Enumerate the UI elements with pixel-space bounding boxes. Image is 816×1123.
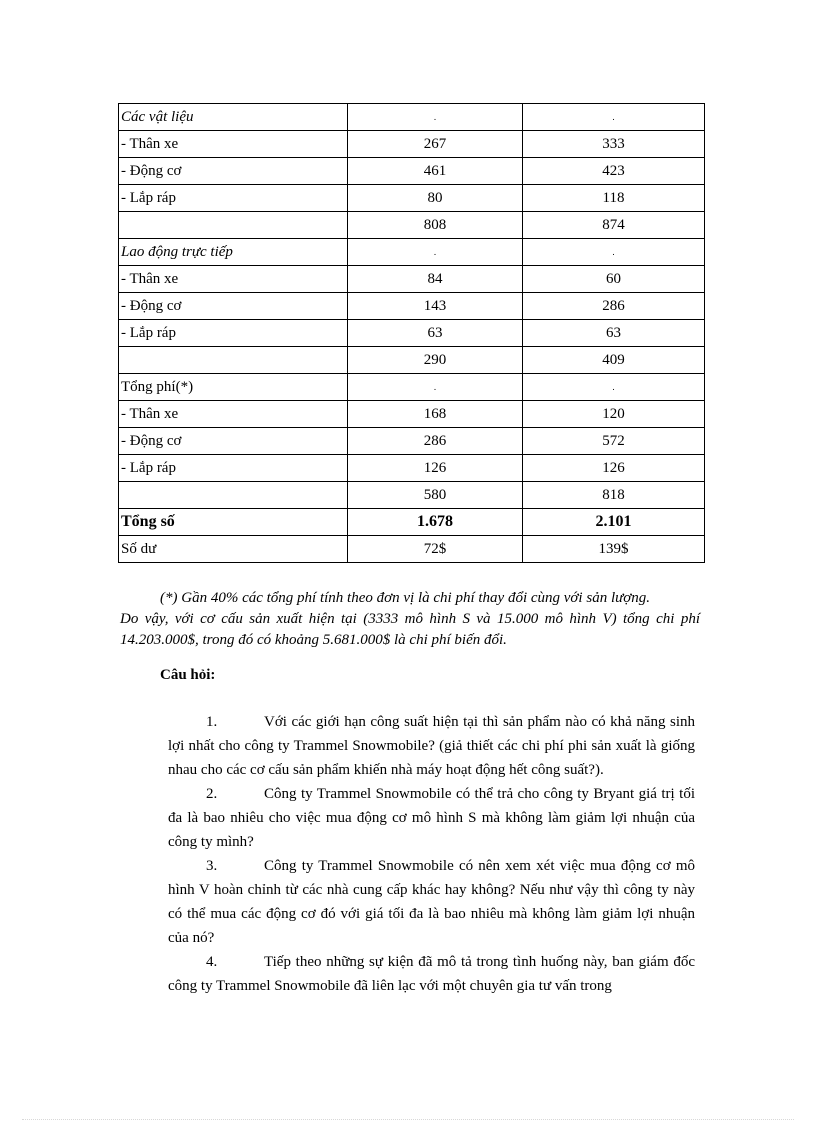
row-label: Số dư — [119, 536, 348, 563]
model-v-value: 423 — [523, 158, 705, 185]
cost-table-row — [119, 293, 705, 320]
cost-table-row — [119, 239, 705, 266]
questions-list — [168, 710, 695, 998]
cost-table-row — [119, 374, 705, 401]
model-v-value: 572 — [523, 428, 705, 455]
question-text: Công ty Trammel Snowmobile có nên xem xét việc mua động cơ mô hình V hoàn chỉnh từ các nhà cung cấp khác hay không? Nếu như vậy thì công ty này có thể mua các động cơ đó với giá tối đa là bao nhiêu mà không làm giảm lợi nhuận của nó? — [168, 858, 695, 946]
model-v-value: . — [523, 374, 705, 401]
cost-table-row — [119, 347, 705, 374]
model-s-value: 143 — [348, 293, 523, 320]
question-text: Với các giới hạn công suất hiện tại thì sản phẩm nào có khả năng sinh lợi nhất cho công ty Trammel Snowmobile? (giả thiết các chi phí phi sản xuất là giống nhau cho các cơ cấu sản phẩm khiến nhà máy hoạt động hết công suất?). — [168, 714, 695, 778]
model-v-value: 2.101 — [523, 509, 705, 536]
row-label — [119, 347, 348, 374]
model-s-value: 72$ — [348, 536, 523, 563]
model-s-value: 267 — [348, 131, 523, 158]
model-s-value: 80 — [348, 185, 523, 212]
question-text: Công ty Trammel Snowmobile có thể trả cho công ty Bryant giá trị tối đa là bao nhiêu cho việc mua động cơ mô hình S mà không làm giảm lợi nhuận của công ty mình? — [168, 786, 695, 850]
row-label: Lao động trực tiếp — [119, 239, 348, 266]
model-s-value: . — [348, 374, 523, 401]
cost-table-row — [119, 401, 705, 428]
question-item — [168, 854, 695, 950]
cost-table-row — [119, 266, 705, 293]
row-label: - Động cơ — [119, 428, 348, 455]
model-v-value: 818 — [523, 482, 705, 509]
model-v-value: 286 — [523, 293, 705, 320]
question-number: 2. — [206, 786, 218, 802]
row-label: - Lắp ráp — [119, 455, 348, 482]
question-number: 4. — [206, 954, 218, 970]
row-label: - Lắp ráp — [119, 320, 348, 347]
question-item — [168, 950, 695, 998]
question-number: 3. — [206, 858, 218, 874]
question-item — [168, 782, 695, 854]
model-s-value: . — [348, 239, 523, 266]
model-s-value: 84 — [348, 266, 523, 293]
row-label: - Lắp ráp — [119, 185, 348, 212]
cost-table-row — [119, 482, 705, 509]
cost-table-row — [119, 158, 705, 185]
cost-table-row — [119, 320, 705, 347]
footnote-line-2: Do vậy, với cơ cấu sản xuất hiện tại (3333 mô hình S và 15.000 mô hình V) tổng chi phí 14.203.000$, trong đó có khoảng 5.681.000$ là chi phí biến đổi. — [120, 611, 700, 648]
model-v-value: 409 — [523, 347, 705, 374]
model-v-value: 118 — [523, 185, 705, 212]
cost-table-row — [119, 428, 705, 455]
cost-table-row — [119, 455, 705, 482]
row-label: - Thân xe — [119, 266, 348, 293]
row-label: - Thân xe — [119, 131, 348, 158]
cost-table-row — [119, 104, 705, 131]
model-v-value: . — [523, 104, 705, 131]
question-item — [168, 710, 695, 782]
row-label: Tổng số — [119, 509, 348, 536]
row-label — [119, 482, 348, 509]
cost-footnote — [120, 588, 700, 651]
cost-table-row — [119, 185, 705, 212]
model-s-value: 580 — [348, 482, 523, 509]
page-bottom-divider — [22, 1119, 794, 1120]
model-v-value: 63 — [523, 320, 705, 347]
model-s-value: 63 — [348, 320, 523, 347]
model-s-value: 1.678 — [348, 509, 523, 536]
model-v-value: 139$ — [523, 536, 705, 563]
row-label: - Động cơ — [119, 158, 348, 185]
model-v-value: 60 — [523, 266, 705, 293]
cost-table-row — [119, 212, 705, 239]
model-s-value: . — [348, 104, 523, 131]
model-s-value: 290 — [348, 347, 523, 374]
row-label: - Thân xe — [119, 401, 348, 428]
model-v-value: . — [523, 239, 705, 266]
cost-table-row — [119, 509, 705, 536]
model-s-value: 126 — [348, 455, 523, 482]
question-number: 1. — [206, 714, 218, 730]
questions-heading: Câu hỏi: — [160, 667, 216, 683]
row-label: Các vật liệu — [119, 104, 348, 131]
footnote-line-1: (*) Gần 40% các tổng phí tính theo đơn vị là chi phí thay đổi cùng với sản lượng. — [160, 590, 651, 606]
model-v-value: 126 — [523, 455, 705, 482]
model-v-value: 333 — [523, 131, 705, 158]
model-v-value: 874 — [523, 212, 705, 239]
row-label: - Động cơ — [119, 293, 348, 320]
row-label: Tổng phí(*) — [119, 374, 348, 401]
cost-table-row — [119, 536, 705, 563]
model-v-value: 120 — [523, 401, 705, 428]
cost-table-body — [119, 104, 705, 563]
question-text: Tiếp theo những sự kiện đã mô tả trong tình huống này, ban giám đốc công ty Trammel Snowmobile đã liên lạc với một chuyên gia tư vấn trong — [168, 954, 695, 994]
cost-table-row — [119, 131, 705, 158]
model-s-value: 808 — [348, 212, 523, 239]
cost-table — [118, 103, 705, 563]
row-label — [119, 212, 348, 239]
model-s-value: 461 — [348, 158, 523, 185]
model-s-value: 168 — [348, 401, 523, 428]
model-s-value: 286 — [348, 428, 523, 455]
